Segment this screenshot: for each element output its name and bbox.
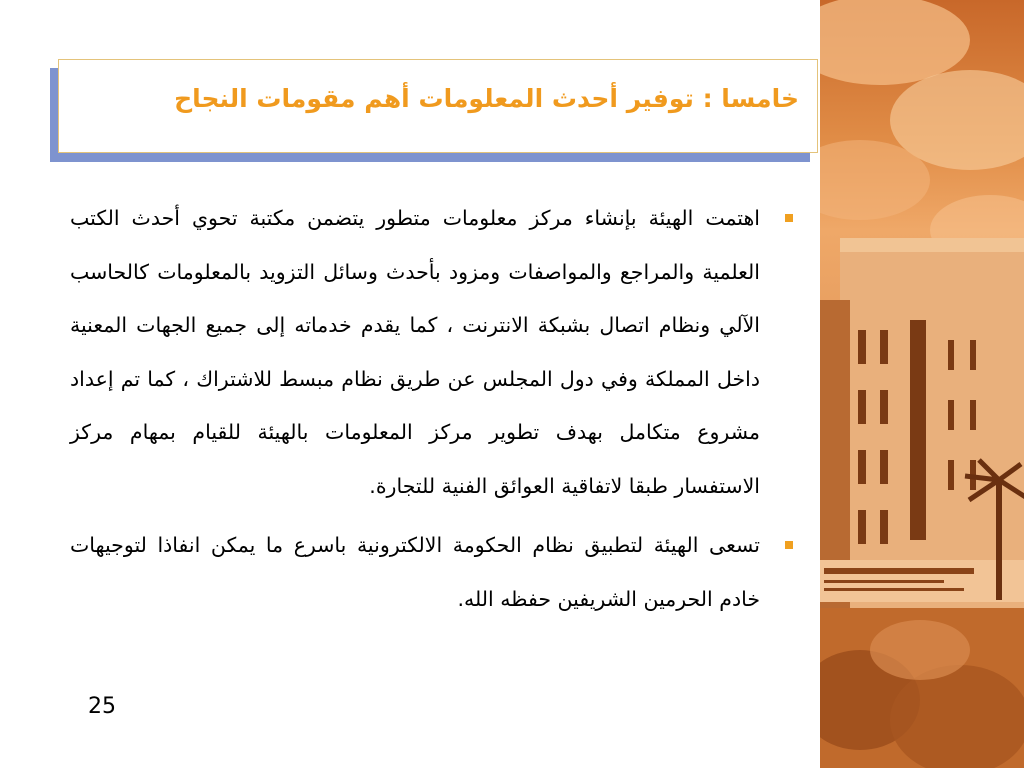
bullet-text: اهتمت الهيئة بإنشاء مركز معلومات متطور يتضمن مكتبة تحوي أحدث الكتب العلمية والمراجع والمواصفات ومزود بأحدث وسائل التزويد بالمعلومات كالحاسب الآلي ونظام اتصال بشبكة الانترنت ، كما يقدم خدماته إلى جميع الجهات المعنية داخل المملكة وفي دول المجلس عن طريق نظام مبسط للاشتراك ، كما تم إعداد مشروع متكامل بهدف تطوير مركز المعلومات بالهيئة للقيام بمهام مركز الاستفسار طبقا لاتفاقية العوائق الفنية للتجارة. [70, 206, 760, 498]
square-bullet-icon [785, 541, 793, 549]
page-number: 25 [88, 694, 116, 719]
slide-content [70, 192, 800, 626]
bullet-item [70, 519, 800, 626]
title-box [58, 59, 818, 153]
square-bullet-icon [785, 214, 793, 222]
bullet-text: تسعى الهيئة لتطبيق نظام الحكومة الالكترونية باسرع ما يمكن انفاذا لتوجيهات خادم الحرمين الشريفين حفظه الله. [70, 533, 760, 611]
slide-title: خامسا : توفير أحدث المعلومات أهم مقومات النجاح [174, 84, 799, 113]
building-photo [820, 0, 1024, 768]
bullet-item [70, 192, 800, 513]
